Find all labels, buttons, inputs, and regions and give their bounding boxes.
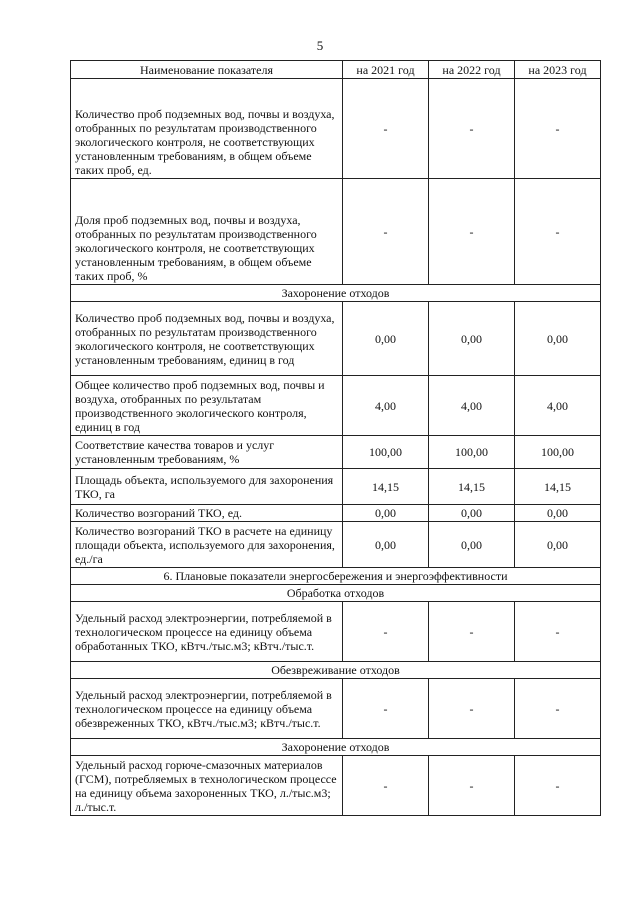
table-row [71, 376, 601, 436]
row-name: Соответствие качества товаров и услуг установленным требованиям, % [71, 436, 343, 469]
table-row [71, 505, 601, 522]
row-name: Количество проб подземных вод, почвы и воздуха, отобранных по результатам производственного экологического контроля, не соответствующих установленным требованиям, единиц в год [71, 302, 343, 376]
section-energy-title: 6. Плановые показатели энергосбережения и энергоэффективности [71, 568, 601, 585]
section-burial-title: Захоронение отходов [71, 285, 601, 302]
table-row [71, 179, 601, 285]
section-burial2-title: Захоронение отходов [71, 739, 601, 756]
value-2022: 14,15 [429, 469, 515, 505]
table-row [71, 79, 601, 179]
value-2023: - [515, 179, 601, 285]
value-2022: - [429, 679, 515, 739]
table-row [71, 302, 601, 376]
value-2021: - [343, 679, 429, 739]
value-2022: 100,00 [429, 436, 515, 469]
value-2023: - [515, 756, 601, 816]
value-2021: - [343, 79, 429, 179]
value-2023: - [515, 679, 601, 739]
header-indicator: Наименование показателя [71, 61, 343, 79]
value-2022: 0,00 [429, 522, 515, 568]
header-2021: на 2021 год [343, 61, 429, 79]
section-row [71, 585, 601, 602]
value-2023: - [515, 602, 601, 662]
row-name: Количество проб подземных вод, почвы и воздуха, отобранных по результатам производственного экологического контроля, не соответствующих установленным требованиям, в общем объеме таких проб, ед. [71, 79, 343, 179]
section-row [71, 662, 601, 679]
value-2021: - [343, 179, 429, 285]
row-name: Доля проб подземных вод, почвы и воздуха, отобранных по результатам производственного экологического контроля, не соответствующих установленным требованиям, в общем объеме таких проб, % [71, 179, 343, 285]
table-row [71, 756, 601, 816]
row-name: Удельный расход электроэнергии, потребляемой в технологическом процессе на единицу объема обработанных ТКО, кВтч./тыс.м3; кВтч./тыс.т. [71, 602, 343, 662]
value-2021: 4,00 [343, 376, 429, 436]
value-2021: - [343, 602, 429, 662]
value-2022: - [429, 756, 515, 816]
value-2022: - [429, 79, 515, 179]
value-2021: - [343, 756, 429, 816]
value-2023: 4,00 [515, 376, 601, 436]
row-name: Количество возгораний ТКО в расчете на единицу площади объекта, используемого для захоронения, ед./га [71, 522, 343, 568]
value-2022: 0,00 [429, 302, 515, 376]
value-2023: - [515, 79, 601, 179]
value-2021: 14,15 [343, 469, 429, 505]
value-2021: 0,00 [343, 505, 429, 522]
table-row [71, 602, 601, 662]
row-name: Общее количество проб подземных вод, почвы и воздуха, отобранных по результатам производственного экологического контроля, единиц в год [71, 376, 343, 436]
indicators-table [70, 60, 601, 816]
table-row [71, 522, 601, 568]
row-name: Удельный расход горюче-смазочных материалов (ГСМ), потребляемых в технологическом процессе на единицу объема захороненных ТКО, л./тыс.м3; л./тыс.т. [71, 756, 343, 816]
section-row [71, 285, 601, 302]
table-row [71, 436, 601, 469]
table-header-row [71, 61, 601, 79]
section-row [71, 739, 601, 756]
section-row [71, 568, 601, 585]
table-row [71, 679, 601, 739]
value-2023: 100,00 [515, 436, 601, 469]
row-name: Удельный расход электроэнергии, потребляемой в технологическом процессе на единицу объема обезвреженных ТКО, кВтч./тыс.м3; кВтч./тыс.т. [71, 679, 343, 739]
row-name: Количество возгораний ТКО, ед. [71, 505, 343, 522]
value-2022: - [429, 602, 515, 662]
header-2023: на 2023 год [515, 61, 601, 79]
value-2021: 0,00 [343, 522, 429, 568]
section-neutralization-title: Обезвреживание отходов [71, 662, 601, 679]
value-2022: 4,00 [429, 376, 515, 436]
row-name: Площадь объекта, используемого для захоронения ТКО, га [71, 469, 343, 505]
page-number: 5 [316, 38, 324, 53]
value-2021: 0,00 [343, 302, 429, 376]
value-2021: 100,00 [343, 436, 429, 469]
value-2023: 14,15 [515, 469, 601, 505]
section-processing-title: Обработка отходов [71, 585, 601, 602]
value-2022: - [429, 179, 515, 285]
table-row [71, 469, 601, 505]
value-2023: 0,00 [515, 505, 601, 522]
header-2022: на 2022 год [429, 61, 515, 79]
value-2022: 0,00 [429, 505, 515, 522]
value-2023: 0,00 [515, 522, 601, 568]
value-2023: 0,00 [515, 302, 601, 376]
